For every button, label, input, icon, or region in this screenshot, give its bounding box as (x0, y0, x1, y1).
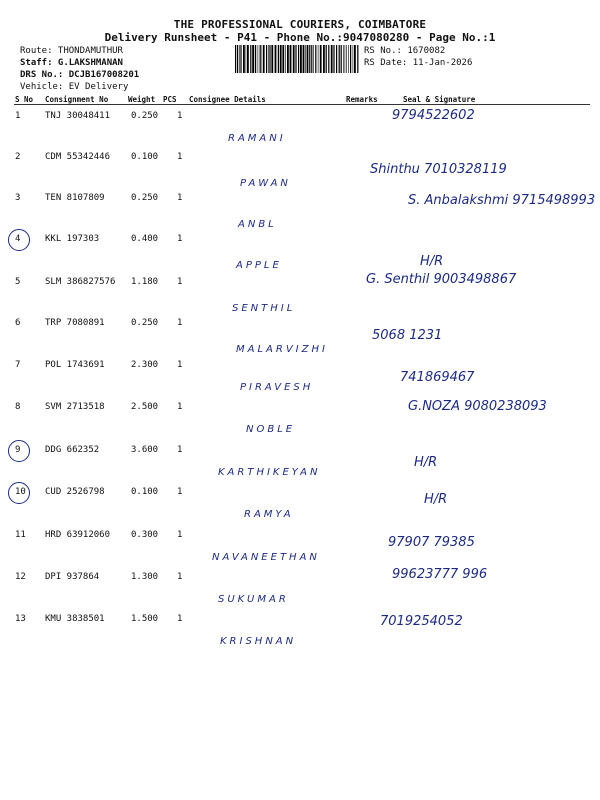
barcode-bar (271, 45, 273, 73)
row-consignment: POL 1743691 (45, 360, 105, 370)
barcode-bar (345, 45, 346, 73)
barcode-bar (266, 45, 267, 73)
row-pcs: 1 (177, 318, 183, 328)
drs-label: DRS No.: DCJB167008201 (20, 70, 140, 80)
row-sno: 9 (15, 445, 21, 455)
row-sno: 3 (15, 193, 21, 203)
barcode-bar (354, 45, 356, 73)
row-consignment: KKL 197303 (45, 234, 100, 244)
barcode-bar (346, 45, 347, 73)
barcode-bar (323, 45, 325, 73)
row-sno: 5 (15, 277, 21, 287)
signature: 5068 1231 (372, 328, 443, 343)
barcode-bar (348, 45, 349, 73)
consignee-name: KRISHNAN (220, 636, 297, 647)
consignee-name: ANBL (238, 219, 277, 230)
barcode-bar (269, 45, 270, 73)
barcode-bar (357, 45, 358, 73)
barcode-bar (293, 45, 295, 73)
circled-mark (8, 229, 30, 251)
barcode-bar (326, 45, 327, 73)
row-consignment: DDG 662352 (45, 445, 100, 455)
row-pcs: 1 (177, 445, 183, 455)
row-weight: 0.250 (131, 318, 159, 328)
row-sno: 4 (15, 234, 21, 244)
col-sno: S No (15, 95, 34, 104)
barcode-bar (305, 45, 306, 73)
barcode-bar (331, 45, 333, 73)
signature: G.NOZA 9080238093 (408, 399, 547, 414)
barcode-bar (343, 45, 344, 73)
row-consignment: TRP 7080891 (45, 318, 105, 328)
signature: H/R (414, 455, 438, 470)
row-weight: 0.400 (131, 234, 159, 244)
barcode-bar (309, 45, 310, 73)
col-consignment: Consignment No (45, 95, 109, 104)
table-row (0, 567, 600, 605)
barcode-bar (318, 45, 319, 73)
signature: 7019254052 (380, 614, 463, 629)
table-row (0, 399, 600, 435)
row-weight: 0.300 (131, 530, 159, 540)
barcode-bar (255, 45, 256, 73)
barcode-bar (315, 45, 316, 73)
row-sno: 7 (15, 360, 21, 370)
barcode-bar (259, 45, 260, 73)
row-pcs: 1 (177, 277, 183, 287)
signature: S. Anbalakshmi 9715498993 (408, 193, 596, 208)
signature: G. Senthil 9003498867 (366, 272, 517, 287)
table-row (0, 530, 600, 563)
row-weight: 1.300 (131, 572, 159, 582)
vehicle-label: Vehicle: EV Delivery (20, 82, 129, 92)
barcode-bar (311, 45, 312, 73)
row-pcs: 1 (177, 193, 183, 203)
barcode-bar (275, 45, 277, 73)
row-pcs: 1 (177, 530, 183, 540)
barcode-bar (328, 45, 329, 73)
staff-label: Staff: G.LAKSHMANAN (20, 58, 123, 68)
consignee-name: RAMYA (244, 509, 294, 520)
consignee-name: NAVANEETHAN (212, 552, 320, 563)
barcode-bar (268, 45, 269, 73)
table-row (0, 445, 600, 478)
barcode-bar (298, 45, 299, 73)
barcode-bar (252, 45, 254, 73)
barcode-bar (339, 45, 340, 73)
barcode-bar (282, 45, 284, 73)
col-weight: Weight (128, 95, 156, 104)
row-pcs: 1 (177, 572, 183, 582)
runsheet-subtitle: Delivery Runsheet - P41 - Phone No.:9047080280 - Page No.:1 (104, 31, 496, 44)
row-pcs: 1 (177, 234, 183, 244)
barcode-bar (336, 45, 337, 73)
row-weight: 2.500 (131, 402, 159, 412)
barcode-bar (257, 45, 258, 73)
signature: H/R (424, 492, 448, 507)
table-row (0, 614, 600, 647)
barcode-bar (240, 45, 241, 73)
consignee-name: SUKUMAR (218, 594, 289, 605)
consignee-name: SENTHIL (232, 303, 296, 314)
consignee-name: KARTHIKEYAN (218, 467, 321, 478)
rs-date: RS Date: 11-Jan-2026 (364, 58, 473, 68)
barcode-bar (300, 45, 302, 73)
barcode-bar (341, 45, 342, 73)
circled-mark (8, 440, 30, 462)
row-consignment: CUD 2526798 (45, 487, 105, 497)
row-consignment: SVM 2713518 (45, 402, 105, 412)
barcode-bar (333, 45, 334, 73)
table-row (0, 193, 600, 230)
table-row (0, 152, 600, 189)
barcode-bar (237, 45, 238, 73)
barcode-bar (285, 45, 286, 73)
row-pcs: 1 (177, 152, 183, 162)
row-pcs: 1 (177, 402, 183, 412)
company-title: THE PROFESSIONAL COURIERS, COIMBATORE (173, 18, 427, 31)
signature: 97907 79385 (388, 535, 475, 550)
row-sno: 13 (15, 614, 26, 624)
circled-mark (8, 482, 30, 504)
row-consignment: SLM 386827576 (45, 277, 116, 287)
row-consignment: KMU 3838501 (45, 614, 105, 624)
row-sno: 11 (15, 530, 26, 540)
row-sno: 1 (15, 111, 21, 121)
row-weight: 0.100 (131, 487, 159, 497)
table-row (0, 360, 600, 393)
barcode-bar (320, 45, 322, 73)
barcode-bar (235, 45, 236, 73)
row-sno: 10 (15, 487, 26, 497)
row-pcs: 1 (177, 360, 183, 370)
barcode-bar (280, 45, 282, 73)
row-sno: 6 (15, 318, 21, 328)
consignee-name: RAMANI (228, 133, 286, 144)
table-row (0, 272, 600, 314)
route-label: Route: THONDAMUTHUR (20, 46, 123, 56)
signature: 9794522602 (392, 108, 475, 123)
row-pcs: 1 (177, 614, 183, 624)
row-weight: 0.250 (131, 111, 159, 121)
row-weight: 1.180 (131, 277, 159, 287)
consignee-name: PAWAN (240, 178, 291, 189)
barcode-bar (307, 45, 309, 73)
table-row (0, 318, 600, 355)
barcode-bar (350, 45, 351, 73)
row-weight: 1.500 (131, 614, 159, 624)
consignee-name: PIRAVESH (240, 382, 314, 393)
row-weight: 0.100 (131, 152, 159, 162)
col-remarks: Remarks (346, 95, 378, 104)
barcode-bar (295, 45, 296, 73)
row-consignment: CDM 55342446 (45, 152, 111, 162)
table-row (0, 234, 600, 271)
barcode-bar (303, 45, 305, 73)
rs-number: RS No.: 1670082 (364, 46, 446, 56)
barcode-bar (239, 45, 240, 73)
barcode-bar (247, 45, 249, 73)
row-weight: 3.600 (131, 445, 159, 455)
signature: 99623777 996 (392, 567, 488, 582)
barcode-bar (250, 45, 251, 73)
barcode (235, 45, 361, 73)
row-weight: 2.300 (131, 360, 159, 370)
row-sno: 2 (15, 152, 21, 162)
row-consignment: DPI 937864 (45, 572, 100, 582)
barcode-bar (243, 45, 245, 73)
row-consignment: TNJ 30048411 (45, 111, 111, 121)
consignee-name: NOBLE (246, 424, 296, 435)
col-seal: Seal & Signature (403, 95, 476, 104)
barcode-bar (263, 45, 265, 73)
header-rule (14, 104, 590, 105)
barcode-bar (313, 45, 314, 73)
barcode-bar (290, 45, 292, 73)
barcode-bar (260, 45, 261, 73)
signature: H/R (420, 254, 444, 269)
col-pcs: PCS (163, 95, 177, 104)
col-consignee: Consignee Details (189, 95, 266, 104)
table-row (0, 108, 600, 144)
row-pcs: 1 (177, 487, 183, 497)
barcode-bar (353, 45, 354, 73)
row-sno: 8 (15, 402, 21, 412)
table-row (0, 487, 600, 520)
barcode-bar (287, 45, 289, 73)
consignee-name: APPLE (236, 260, 282, 271)
consignee-name: MALARVIZHI (236, 344, 328, 355)
row-consignment: TEN 8107809 (45, 193, 105, 203)
barcode-bar (278, 45, 279, 73)
row-sno: 12 (15, 572, 26, 582)
barcode-bar (246, 45, 247, 73)
row-weight: 0.250 (131, 193, 159, 203)
signature: 741869467 (400, 370, 475, 385)
row-consignment: HRD 63912060 (45, 530, 111, 540)
signature: Shinthu 7010328119 (370, 162, 507, 177)
row-pcs: 1 (177, 111, 183, 121)
